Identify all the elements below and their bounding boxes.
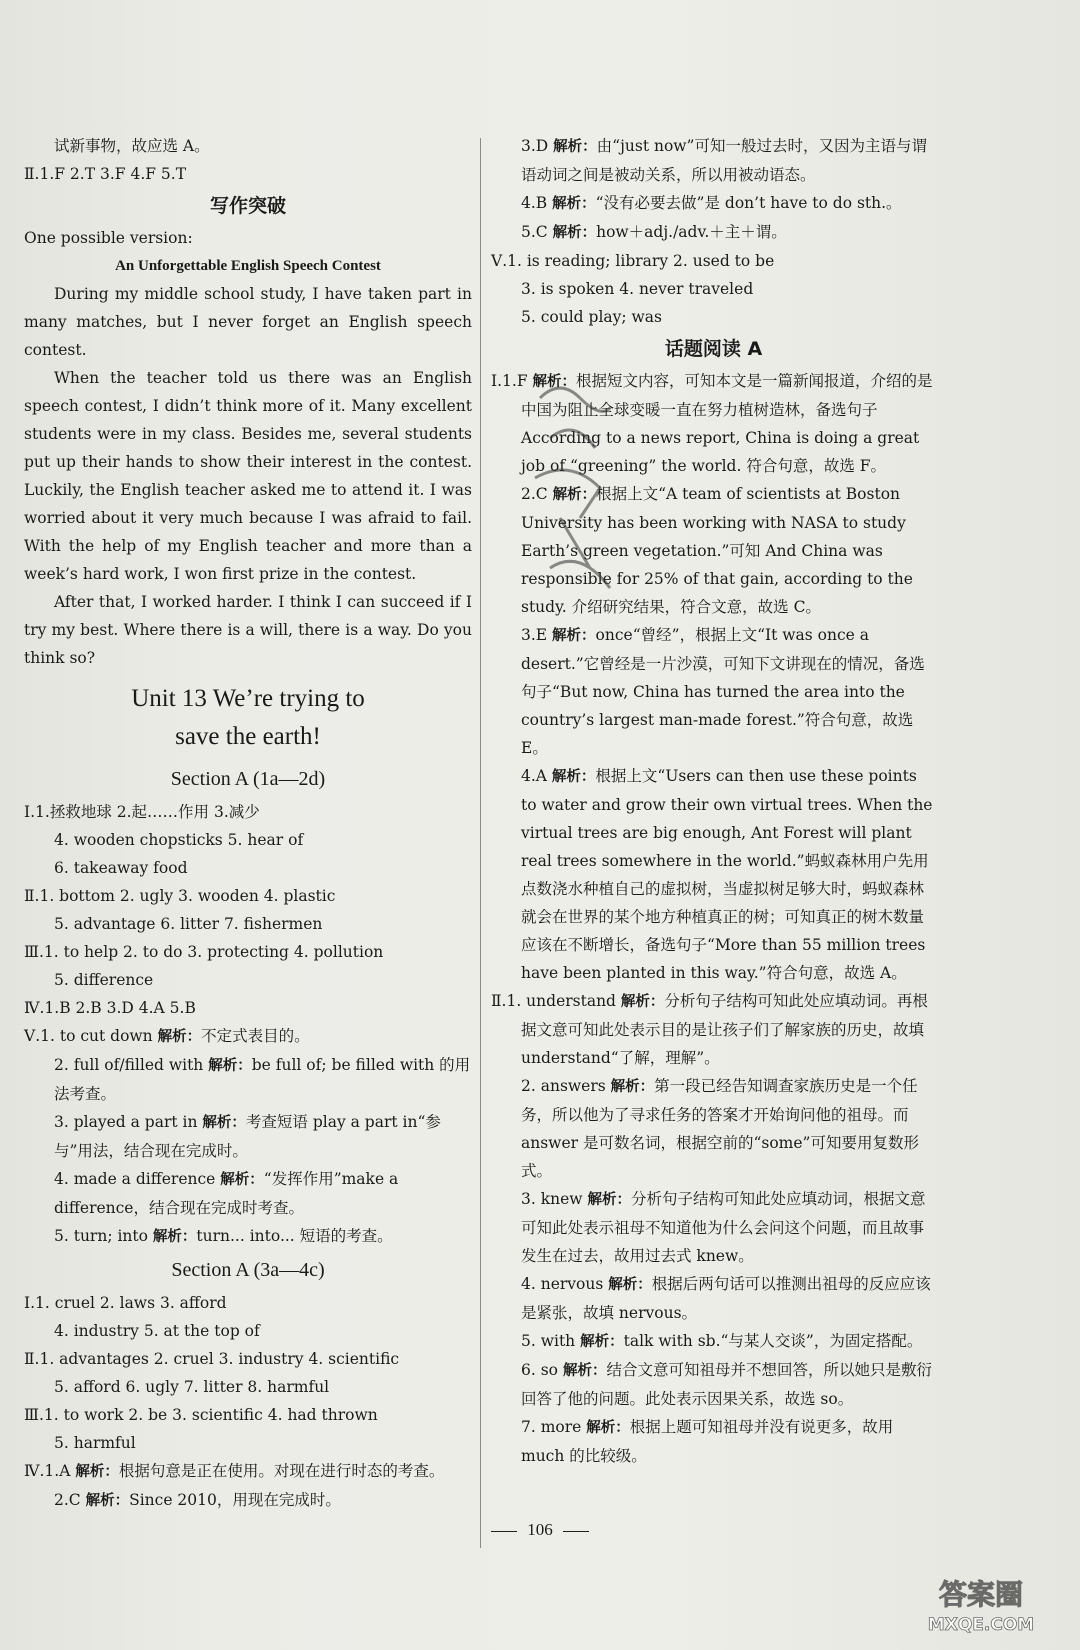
answer-line: 5. afford 6. ugly 7. litter 8. harmful: [54, 1378, 330, 1396]
watermark-url-text: MXQE.COM: [927, 1615, 1035, 1635]
answer-key: 2. full of/filled with: [54, 1056, 204, 1074]
answer-explanation: [491, 621, 936, 762]
answer-line: Ⅰ.1.拯救地球 2.起……作用 3.减少: [24, 803, 260, 821]
page-footer: [0, 1520, 1080, 1540]
answer-explanation: [491, 762, 936, 987]
column-divider: [480, 138, 481, 1548]
answer-line: 5. harmful: [54, 1434, 136, 1452]
explanation-label: 解析：: [208, 1058, 252, 1074]
explanation-label: 解析：: [220, 1172, 264, 1188]
explanation-text: 根据上文“Users can then use these points to water and grow their own virtual trees. When the virtual trees are big enough, Ant Forest will plant real trees somewhere in the world.”蚂蚁森林用户先用点数浇水种植自己的虚拟树，当虚拟树足够大时，蚂蚁森林就会在世界的某个地方种植真正的树；可知真正的树木数量应该在不断增长，备选句子“More than 55 million trees have been planted in this way.”符合句意，故选 A。: [521, 767, 933, 982]
explanation-text: 分析句子结构可知此处应填动词。再根据文意可知此处表示目的是让孩子们了解家族的历史，故填 understand“了解，理解”。: [521, 992, 928, 1067]
explanation-text: 根据上文“A team of scientists at Boston University has been working with NASA to study Earth’s green vegetation.”可知 And China was responsible for 25% of that gain, according to the study. 介绍研究结果，符合文意，故选 C。: [521, 485, 913, 616]
answer-key: 2. answers: [521, 1077, 606, 1095]
essay-paragraph: During my middle school study, I have taken part in many matches, but I never forget an English speech contest.: [24, 285, 472, 359]
text-line: 试新事物，故应选 A。: [54, 137, 210, 155]
answer-key: 5.C: [521, 223, 548, 241]
explanation-label: 解析：: [157, 1029, 202, 1045]
explanation-text: “发挥作用”make a difference，结合现在完成时考查。: [54, 1170, 399, 1217]
answer-line: Ⅱ.1. advantages 2. cruel 3. industry 4. scientific: [24, 1350, 400, 1368]
answer-line: Ⅲ.1. to help 2. to do 3. protecting 4. pollution: [24, 943, 384, 961]
answer-explanation: [491, 1072, 936, 1185]
section-heading: Section A (3a—4c): [171, 1259, 325, 1281]
answer-key: 6. so: [521, 1361, 559, 1379]
answer-explanation: [491, 1356, 936, 1413]
answer-list: [24, 798, 472, 1022]
explanation-label: 解析：: [587, 1192, 631, 1208]
answer-explanation: [24, 1457, 472, 1486]
answer-explanation: [491, 1327, 936, 1356]
explanation-text: how＋adj./adv.＋主＋谓。: [596, 223, 787, 241]
answer-line: Ⅰ.1. cruel 2. laws 3. afford: [24, 1294, 227, 1312]
explanation-text: 考查短语 play a part in“参与”用法，结合现在完成时。: [54, 1113, 441, 1160]
answer-explanation: [491, 987, 936, 1072]
explanation-text: 不定式表目的。: [201, 1027, 310, 1045]
explanation-text: 由“just now”可知一般过去时，又因为主语与谓语动词之间是被动关系，所以用被动语态。: [521, 137, 927, 184]
essay-paragraph: After that, I worked harder. I think I can succeed if I try my best. Where there is a will, there is a way. Do you think so?: [24, 593, 472, 667]
explanation-label: 解析：: [75, 1464, 119, 1480]
answer-explanation: [24, 1051, 472, 1108]
section-heading: Section A (1a—2d): [170, 768, 326, 790]
answer-key: 4. nervous: [521, 1275, 604, 1293]
answer-explanation: [24, 1222, 472, 1251]
explanation-label: 解析：: [202, 1115, 246, 1131]
answer-line: 4. industry 5. at the top of: [54, 1322, 260, 1340]
answer-line: 4. wooden chopsticks 5. hear of: [54, 831, 304, 849]
essay-paragraph: When the teacher told us there was an English speech contest, I didn’t think more of it. Many excellent students were in my class. Besides me, several students put up their hands to show their interest in the contest. Luckily, the English teacher asked me to attend it. I was worried about it very much because I was afraid to fail. With the help of my English teacher and more than a week’s hard work, I won first prize in the contest.: [24, 369, 472, 583]
answer-line: 5. difference: [54, 971, 154, 989]
answer-key: 3. knew: [521, 1190, 583, 1208]
answer-explanation: [491, 218, 936, 247]
explanation-text: Since 2010，用现在完成时。: [129, 1491, 341, 1509]
answer-key: Ⅴ.1. to cut down: [24, 1027, 153, 1045]
watermark-logo: [906, 1574, 1056, 1636]
explanation-text: 分析句子结构可知此处应填动词，根据文意可知此处表示祖母不知道他为什么会问这个问题，而且故事发生在过去，故用过去式 knew。: [521, 1190, 926, 1265]
answer-key: 3.D: [521, 137, 549, 155]
answer-key: 5. turn; into: [54, 1227, 148, 1245]
answer-key: 4.A: [521, 767, 547, 785]
answer-line: 5. advantage 6. litter 7. fishermen: [54, 915, 323, 933]
right-column: [491, 132, 936, 1470]
writing-heading: 写作突破: [209, 195, 286, 217]
footer-dash: [563, 1531, 589, 1532]
reading-heading: 话题阅读 A: [664, 338, 763, 360]
unit-title: [24, 680, 472, 756]
answer-line: Ⅲ.1. to work 2. be 3. scientific 4. had thrown: [24, 1406, 378, 1424]
explanation-label: 解析：: [610, 1079, 655, 1095]
explanation-label: 解析：: [553, 139, 597, 155]
answer-line: Ⅱ.1. bottom 2. ugly 3. wooden 4. plastic: [24, 887, 336, 905]
answer-key: 7. more: [521, 1418, 582, 1436]
text-line: Ⅱ.1.F 2.T 3.F 4.F 5.T: [24, 165, 187, 183]
explanation-text: talk with sb.“与某人交谈”，为固定搭配。: [623, 1332, 923, 1350]
answer-line: Ⅴ.1. is reading; library 2. used to be: [491, 252, 775, 270]
answer-explanation: [491, 1413, 936, 1470]
answer-explanation: [24, 1486, 472, 1515]
answer-line: Ⅳ.1.B 2.B 3.D 4.A 5.B: [24, 999, 196, 1017]
answer-explanation: [491, 1185, 936, 1270]
explanation-text: 根据短文内容，可知本文是一篇新闻报道，介绍的是中国为阻止全球变暖一直在努力植树造林，备选句子 According to a news report, China is doing a great job of “greening” the world. 符合句意，故选 F。: [521, 372, 933, 475]
answer-explanation: [24, 1108, 472, 1165]
answer-key: Ⅰ.1.F: [491, 372, 528, 390]
explanation-label: 解析：: [532, 374, 577, 390]
answer-line: 6. takeaway food: [54, 859, 188, 877]
answer-key: Ⅱ.1. understand: [491, 992, 616, 1010]
answer-key: 3. played a part in: [54, 1113, 198, 1131]
answer-key: 2.C: [54, 1491, 81, 1509]
answer-key: 4. made a difference: [54, 1170, 216, 1188]
answer-explanation: [491, 189, 936, 218]
answer-explanation: [24, 1022, 472, 1051]
explanation-label: 解析：: [552, 225, 597, 241]
answer-list: [491, 132, 936, 247]
explanation-label: 解析：: [152, 1229, 197, 1245]
watermark-logo-text: 答案圈: [938, 1578, 1024, 1611]
explanation-label: 解析：: [586, 1420, 630, 1436]
explanation-text: 根据句意是正在使用。对现在进行时态的考查。: [118, 1462, 445, 1480]
answer-list: [24, 1457, 472, 1515]
explanation-text: 根据后两句话可以推测出祖母的反应应该是紧张，故填 nervous。: [521, 1275, 931, 1322]
answer-key: 3.E: [521, 626, 548, 644]
explanation-text: once“曾经”，根据上文“It was once a desert.”它曾经是一片沙漠，可知下文讲现在的情况，备选句子“But now, China has turned the area into the country’s largest man-made forest.”符合句意，故选 E。: [521, 626, 925, 757]
explanation-label: 解析：: [551, 769, 596, 785]
explanation-text: “没有必要去做”是 don’t have to do sth.。: [595, 194, 902, 212]
explanation-label: 解析：: [620, 994, 665, 1010]
answer-explanation: [491, 1270, 936, 1327]
answer-line: 5. could play; was: [521, 308, 663, 326]
explanation-label: 解析：: [580, 1334, 624, 1350]
explanation-label: 解析：: [552, 487, 597, 503]
explanation-label: 解析：: [562, 1363, 607, 1379]
answer-key: 5. with: [521, 1332, 576, 1350]
answer-list: [491, 247, 936, 331]
explanation-label: 解析：: [608, 1277, 652, 1293]
explanation-text: be full of; be filled with 的用法考查。: [54, 1056, 471, 1103]
page-number: 106: [527, 1520, 553, 1539]
answer-list: [491, 987, 936, 1470]
answer-list: [24, 1022, 472, 1251]
explanation-label: 解析：: [552, 628, 596, 644]
answer-key: Ⅳ.1.A: [24, 1462, 71, 1480]
footer-dash: [491, 1531, 517, 1532]
answer-explanation: [24, 1165, 472, 1222]
answer-list: [24, 1289, 472, 1457]
explanation-text: 结合文意可知祖母并不想回答，所以她只是敷衍回答了他的问题。此处表示因果关系，故选 so。: [521, 1361, 932, 1408]
pen-scribble-mark: [520, 368, 630, 618]
answer-key: 4.B: [521, 194, 548, 212]
answer-line: 3. is spoken 4. never traveled: [521, 280, 754, 298]
unit-title-line: save the earth!: [175, 723, 321, 750]
essay-title: An Unforgettable English Speech Contest: [115, 258, 381, 274]
answer-explanation: [491, 132, 936, 189]
writing-intro: One possible version:: [24, 229, 193, 247]
explanation-label: 解析：: [85, 1493, 130, 1509]
explanation-text: 第一段已经告知调查家族历史是一个任务，所以他为了寻求任务的答案才开始询问他的祖母。而 answer 是可数名词，根据空前的“some”可知要用复数形式。: [521, 1077, 919, 1180]
answer-key: 2.C: [521, 485, 548, 503]
explanation-text: turn... into... 短语的考查。: [196, 1227, 393, 1245]
explanation-label: 解析：: [552, 196, 596, 212]
left-column: [24, 132, 472, 1515]
explanation-text: 根据上题可知祖母并没有说更多，故用 much 的比较级。: [521, 1418, 894, 1465]
unit-title-line: Unit 13 We’re trying to: [131, 685, 365, 712]
